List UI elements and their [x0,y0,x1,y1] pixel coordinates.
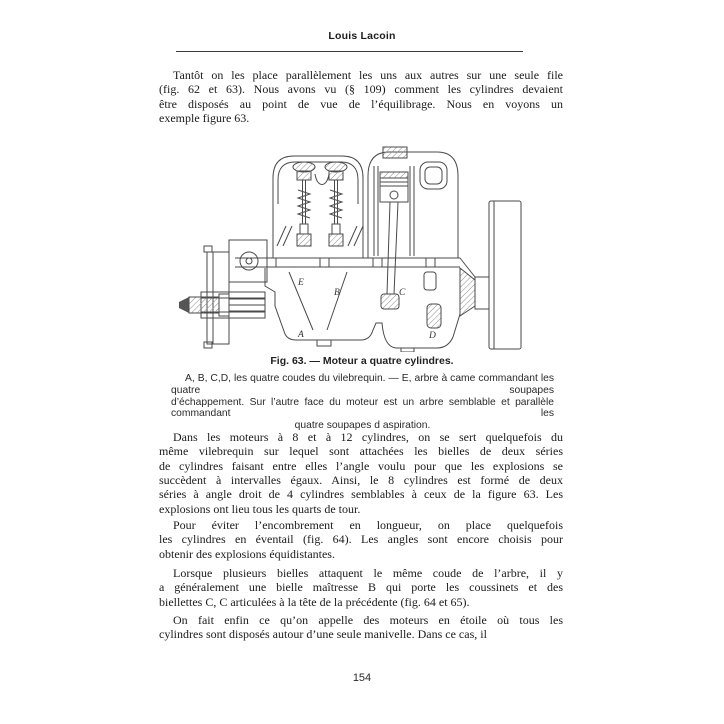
timing-gear-housing [201,240,267,348]
valve-port-loop [315,174,329,185]
header-rule [176,51,523,52]
text-line: obtenir des explosions équidistantes. [159,546,335,561]
text-line: exemple figure 63. [159,111,250,126]
valve-assembly-2 [325,162,347,246]
text-line: On fait enfin ce qu’on appelle des moteurs en étoile où tous les [173,613,563,628]
text-line: de cylindres faisant entre elles l’angle voulu pour que les explosions se [159,458,563,473]
text-line: A, B, C,D, les quatre coudes du vilebrequin. — E, arbre à came commandant les quatre soupapes [171,373,554,396]
body-paragraphs [159,430,563,642]
engine-linework [179,147,521,352]
output-cone [460,268,475,316]
paragraph [159,518,563,561]
engine-cross-section-diagram [177,146,547,352]
text-line: a généralement une bielle maîtresse B qui porte les coussinets et des [159,580,563,595]
page-number: 154 [352,672,372,684]
running-header-author: Louis Lacoin [328,30,396,42]
paragraph [159,68,563,125]
text-line: Dans les moteurs à 8 et à 12 cylindres, on se sert quelquefois du [173,430,563,444]
paragraph [159,566,563,609]
text-line: être disposés au point de vue de l’équilibrage. Nous en voyons un [159,96,563,111]
cylinder-block-2 [368,152,458,258]
figure-63 [177,146,547,352]
piston-and-rod [374,166,414,309]
block-window [420,162,447,189]
text-line: même vilebrequin sur lequel sont attachées les bielles de deux séries [159,444,563,459]
label-A: A [298,330,304,340]
figure-caption-description [171,373,554,432]
cylinder-head-cap [383,147,407,158]
valve-assembly-1 [293,162,315,246]
text-line: biellettes C, C articulées à la tête de la précédente (fig. 64 et 65). [159,594,470,609]
label-B: B [334,288,340,298]
figure-labels [297,278,436,341]
text-line: succèdent à intervalles égaux. Ainsi, le 8 cylindres est formé de deux [159,473,563,488]
label-C: C [399,288,406,298]
paragraph [159,613,563,642]
label-E: E [298,278,304,288]
paragraph [171,373,554,432]
text-line: quatre soupapes d aspiration. [294,420,431,432]
paragraph [159,430,563,516]
text-line: Tantôt on les place parallèlement les uns aux autres sur une seule file [173,68,563,82]
text-line: les cylindres en éventail (fig. 64). Les angles sont encore choisis pour [159,532,563,547]
text-line: séries à angle droit de 4 cylindres semblables à ceux de la figure 63. Les [159,487,563,502]
starting-crank-shaft [179,294,265,316]
text-line: Pour éviter l’encombrement en longueur, on place quelquefois [173,518,563,533]
text-line: explosions ont lieu tous les quarts de tour. [159,501,361,516]
text-line: d’échappement. Sur l’autre face du moteur est un arbre semblable et parallèle commandant les [171,396,554,420]
figure-caption-title: Fig. 63. — Moteur a quatre cylindres. [270,355,454,367]
text-line: (fig. 62 et 63). Nous avons vu (§ 109) comment les cylindres devaient [159,82,563,97]
text-line: cylindres sont disposés autour d’une seule manivelle. Dans ce cas, il [159,627,487,642]
label-D: D [429,331,436,341]
camshaft-gallery [235,258,460,267]
text-line: Lorsque plusieurs bielles attaquent le même coude de l’arbre, il y [173,566,563,581]
intro-paragraphs [159,68,563,125]
